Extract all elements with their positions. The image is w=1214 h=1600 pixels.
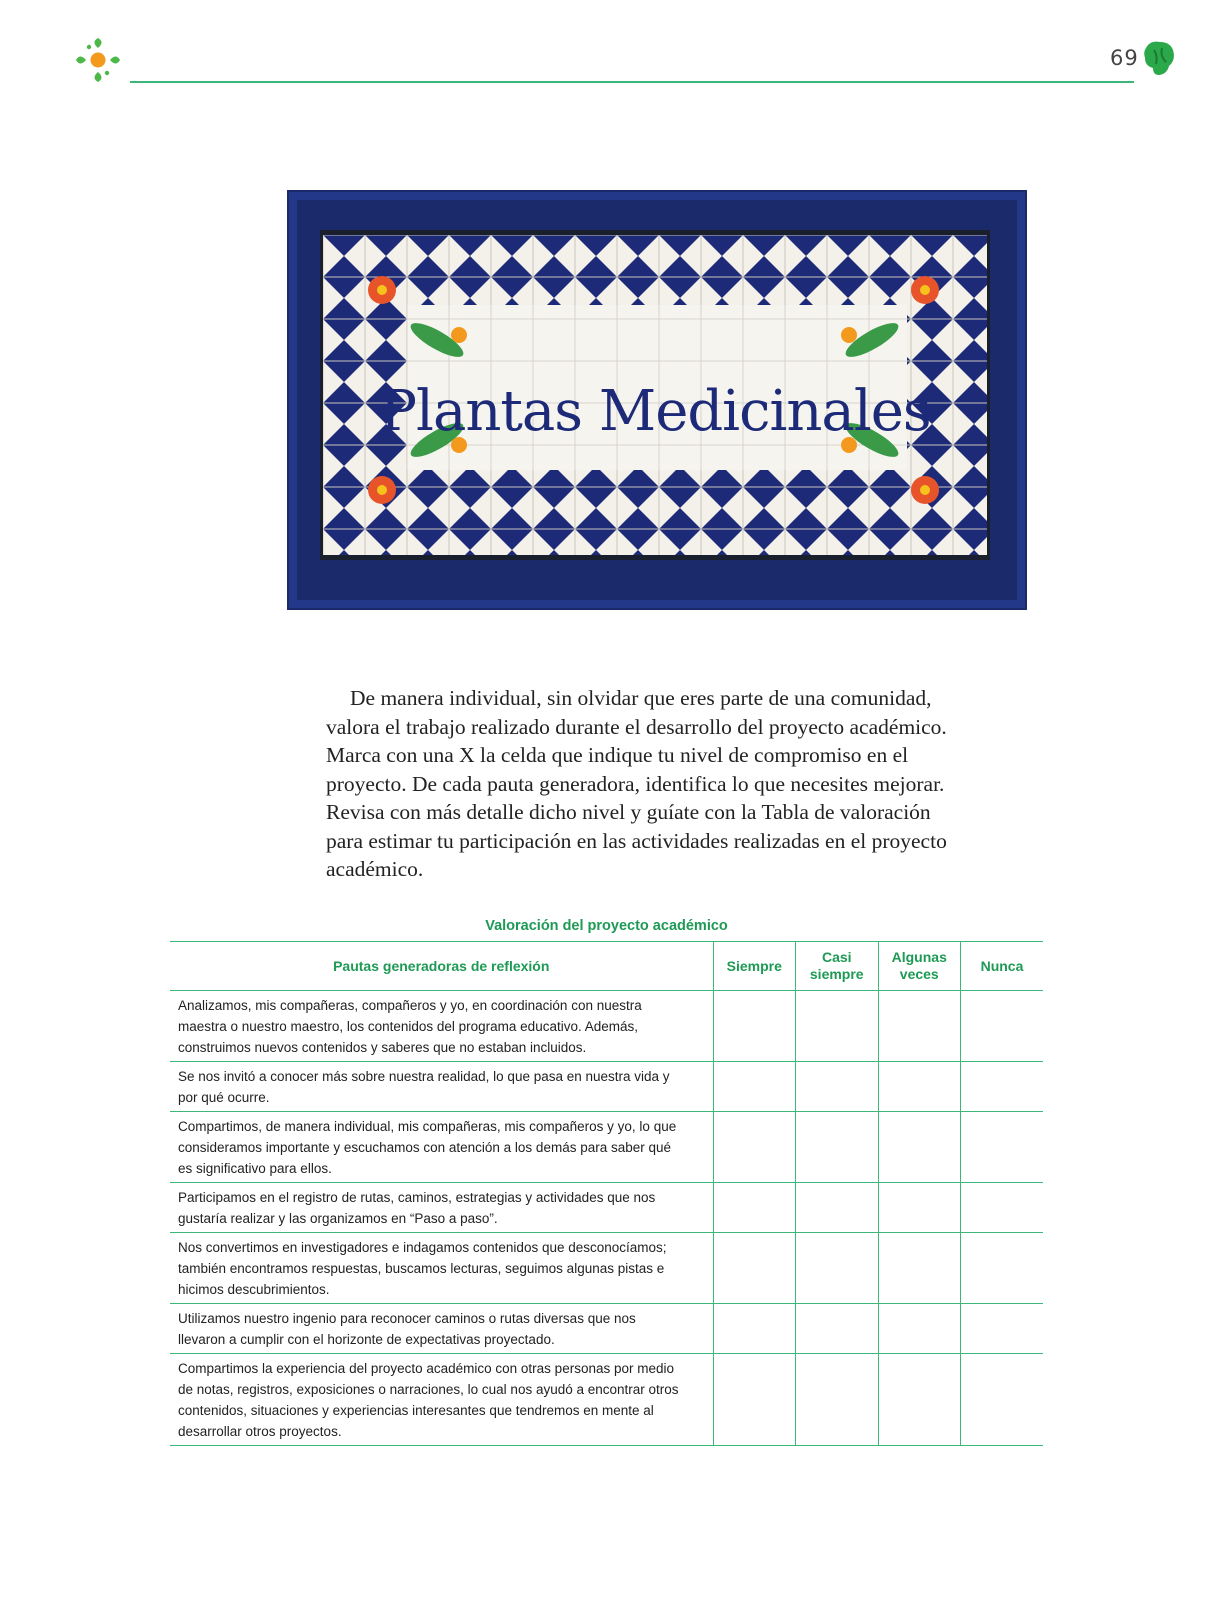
header-algunas-line1: Algunas [891,949,947,965]
table-row [170,1304,1043,1354]
mark-cell-casi-siempre[interactable] [796,1304,879,1354]
header-casi-line1: Casi [821,949,852,965]
header-criteria: Pautas generadoras de reflexión [170,942,713,991]
assessment-table [170,941,1043,1446]
criterion-text: Utilizamos nuestro ingenio para reconocer caminos o rutas diversas que nos llevaron a cumplir con el horizonte de expectativas proyectado. [170,1304,713,1354]
criterion-text: Participamos en el registro de rutas, caminos, estrategias y actividades que nos gustaría realizar y las organizamos en “Paso a paso”. [170,1183,713,1233]
mark-cell-siempre[interactable] [713,1062,796,1112]
mark-cell-siempre[interactable] [713,1112,796,1183]
mark-cell-nunca[interactable] [961,1304,1044,1354]
header-algunas-line2: veces [899,966,939,982]
mark-cell-algunas-veces[interactable] [878,1304,961,1354]
mark-cell-algunas-veces[interactable] [878,1233,961,1304]
mark-cell-casi-siempre[interactable] [796,1112,879,1183]
table-title: Valoración del proyecto académico [485,918,728,934]
mark-cell-algunas-veces[interactable] [878,991,961,1062]
header-rule [130,81,1134,83]
criterion-text: Se nos invitó a conocer más sobre nuestra realidad, lo que pasa en nuestra vida y por qué ocurre. [170,1062,713,1112]
mark-cell-siempre[interactable] [713,1304,796,1354]
mark-cell-algunas-veces[interactable] [878,1112,961,1183]
mark-cell-nunca[interactable] [961,1062,1044,1112]
mark-cell-siempre[interactable] [713,991,796,1062]
mark-cell-casi-siempre[interactable] [796,1233,879,1304]
header-nunca: Nunca [961,942,1044,991]
criterion-text: Analizamos, mis compañeras, compañeros y yo, en coordinación con nuestra maestra o nuestro maestro, los contenidos del programa educativo. Además, construimos nuevos contenidos y saberes que no estaban incluidos. [170,991,713,1062]
intro-paragraph: De manera individual, sin olvidar que eres parte de una comunidad, valora el trabajo realizado durante el desarrollo del proyecto académico. Marca con una X la celda que indique tu nivel de compromiso en el proyecto. De cada pauta generadora, identifica lo que necesites mejorar. Revisa con más detalle dicho nivel y guíate con la Tabla de valoración para estimar tu participación en las actividades realizadas en el proyecto académico. [326,686,947,881]
table-header-row [170,942,1043,991]
table-row [170,1354,1043,1446]
leaf-mark-icon [1142,40,1176,76]
mark-cell-casi-siempre[interactable] [796,1062,879,1112]
mark-cell-siempre[interactable] [713,1183,796,1233]
table-row [170,1183,1043,1233]
table-row [170,1233,1043,1304]
table-row [170,1112,1043,1183]
mark-cell-casi-siempre[interactable] [796,1354,879,1446]
tile-sign-photo [287,190,1027,610]
mark-cell-casi-siempre[interactable] [796,1183,879,1233]
header-algunas-veces [878,942,961,991]
sign-text: Plantas Medicinales [379,379,931,444]
criterion-text: Compartimos, de manera individual, mis compañeras, mis compañeros y yo, lo que consideramos importante y escuchamos con atención a los demás para saber qué es significativo para ellos. [170,1112,713,1183]
mark-cell-algunas-veces[interactable] [878,1062,961,1112]
header-siempre: Siempre [713,942,796,991]
header-casi-line2: siempre [809,966,864,982]
mark-cell-nunca[interactable] [961,991,1044,1062]
page-number: 69 [1110,46,1139,70]
mark-cell-casi-siempre[interactable] [796,991,879,1062]
header-casi-siempre [796,942,879,991]
mark-cell-nunca[interactable] [961,1354,1044,1446]
criterion-text: Nos convertimos en investigadores e indagamos contenidos que desconocíamos; también encontramos respuestas, buscamos lecturas, seguimos algunas pistas e hicimos descubrimientos. [170,1233,713,1304]
mark-cell-siempre[interactable] [713,1354,796,1446]
criterion-text: Compartimos la experiencia del proyecto académico con otras personas por medio de notas, registros, exposiciones o narraciones, lo cual nos ayudó a encontrar otros contenidos, situaciones y experiencias interesantes que tendremos en mente al desarrollar otros proyectos. [170,1354,713,1446]
mark-cell-nunca[interactable] [961,1112,1044,1183]
mark-cell-algunas-veces[interactable] [878,1183,961,1233]
table-row [170,991,1043,1062]
mark-cell-nunca[interactable] [961,1183,1044,1233]
table-row [170,1062,1043,1112]
flower-logo-icon [72,34,124,86]
mark-cell-algunas-veces[interactable] [878,1354,961,1446]
mark-cell-nunca[interactable] [961,1233,1044,1304]
mark-cell-siempre[interactable] [713,1233,796,1304]
